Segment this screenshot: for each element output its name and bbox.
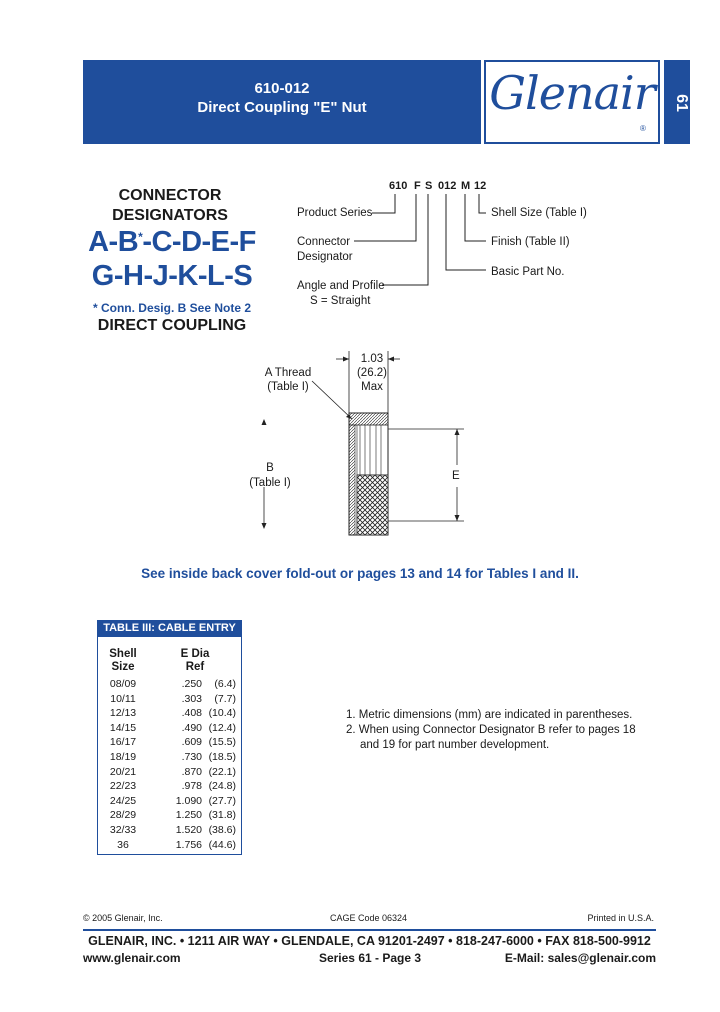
table-row [98, 707, 241, 722]
pn-code-basic: 012 [438, 180, 457, 192]
label-finish: Finish (Table II) [491, 236, 570, 248]
cell-inch: .490 [181, 721, 202, 734]
a-thread-line1: A Thread [264, 367, 312, 379]
label-angle-profile-1: Angle and Profile [297, 280, 385, 292]
pn-code-finish: M [461, 180, 471, 192]
length-inch: 1.03 [360, 353, 384, 365]
cell-inch: .408 [181, 707, 202, 720]
label-angle-profile-2: S = Straight [310, 295, 371, 307]
cell-size: 08/09 [109, 678, 137, 690]
website-link[interactable]: www.glenair.com [83, 951, 181, 965]
cell-mm: (6.4) [214, 678, 236, 690]
cell-size: 24/25 [109, 794, 137, 807]
cell-mm: (22.1) [208, 765, 236, 778]
page-number: Series 61 - Page 3 [318, 951, 422, 965]
footer-rule [83, 929, 656, 931]
cd-title-line2: DESIGNATORS [112, 207, 228, 224]
table-row [98, 780, 241, 795]
cell-mm: (15.5) [208, 736, 236, 749]
cell-inch: .978 [181, 780, 202, 793]
designator-note: * Conn. Desig. B See Note 2 [92, 301, 252, 315]
leader-shell-size [479, 194, 486, 213]
table-row [98, 751, 241, 766]
copyright: © 2005 Glenair, Inc. [83, 913, 163, 923]
company-address: GLENAIR, INC. • 1211 AIR WAY • GLENDALE, CA 91201-2497 • 818-247-6000 • FAX 818-500-9912 [88, 934, 651, 948]
table-row [98, 678, 241, 693]
cd-title-line1: CONNECTOR [118, 187, 222, 204]
cell-size: 20/21 [109, 765, 137, 778]
pn-code-series: 610 [389, 180, 408, 192]
cell-inch: 1.520 [175, 824, 202, 836]
length-mm: (26.2) [356, 367, 388, 379]
table-row [98, 809, 241, 824]
cell-inch: .870 [181, 765, 202, 778]
cell-size: 36 [117, 838, 129, 851]
designators-row-2: G-H-J-K-L-S [91, 260, 253, 292]
cell-mm: (7.7) [214, 692, 236, 705]
cell-size: 14/15 [109, 721, 137, 734]
cell-mm: (38.6) [208, 824, 236, 836]
col2-line2: Ref [185, 661, 205, 673]
cell-mm: (44.6) [208, 838, 236, 851]
leader-connector-designator [354, 194, 416, 241]
coupling-type: DIRECT COUPLING [97, 317, 247, 334]
cell-mm: (12.4) [208, 721, 236, 734]
section-tab-label: 61 [673, 94, 690, 112]
b-label-line2: (Table I) [249, 477, 291, 489]
note-2-line2: and 19 for part number development. [360, 739, 550, 751]
cell-inch: 1.090 [175, 794, 202, 807]
table-row [98, 736, 241, 751]
cell-mm: (31.8) [208, 809, 236, 822]
leader-finish [465, 194, 486, 241]
label-product-series: Product Series [297, 207, 373, 219]
a-thread-label [258, 366, 318, 394]
pn-code-designator: F [414, 180, 421, 192]
designators-row1-a: A-B [88, 226, 139, 258]
cage-code: CAGE Code 06324 [330, 913, 408, 923]
cell-mm: (10.4) [208, 707, 236, 720]
cell-size: 18/19 [109, 751, 137, 763]
pn-code-shell: 12 [474, 180, 487, 192]
cell-size: 22/23 [109, 780, 137, 793]
cell-mm: (24.8) [208, 780, 236, 793]
table-row [98, 722, 241, 737]
designator-asterisk: * [138, 230, 143, 244]
note-1: 1. Metric dimensions (mm) are indicated in parentheses. [346, 709, 633, 721]
cell-inch: .303 [181, 692, 202, 705]
designators-row1-b: -C-D-E-F [142, 226, 256, 258]
cell-inch: .250 [181, 678, 202, 690]
label-shell-size: Shell Size (Table I) [491, 207, 587, 219]
a-thread-line2: (Table I) [267, 381, 309, 393]
e-label: E [452, 470, 460, 482]
leader-product-series [372, 194, 395, 213]
table-row [98, 693, 241, 708]
cell-mm: (27.7) [208, 794, 236, 807]
col-header-shell-size [98, 648, 148, 674]
table-row [98, 839, 241, 854]
label-connector-designator-1: Connector [297, 236, 351, 248]
length-max: Max [361, 381, 383, 393]
tables-reference-note: See inside back cover fold-out or pages 13 and 14 for Tables I and II. [141, 566, 579, 581]
cell-size: 32/33 [109, 824, 137, 836]
length-dim-label [352, 352, 392, 394]
cell-inch: .730 [181, 751, 202, 763]
cell-mm: (18.5) [208, 751, 236, 763]
b-label-line1: B [266, 462, 274, 474]
leader-angle-profile [382, 194, 428, 285]
cell-size: 10/11 [110, 692, 136, 705]
table-row [98, 766, 241, 781]
cell-inch: 1.250 [175, 809, 202, 822]
cell-size: 12/13 [109, 707, 137, 720]
printed-in: Printed in U.S.A. [587, 913, 654, 923]
cell-inch: .609 [181, 736, 202, 749]
label-basic-part: Basic Part No. [491, 266, 565, 278]
registered-mark: ® [640, 124, 646, 133]
col2-line1: E Dia [180, 648, 210, 660]
col-header-e-dia [160, 648, 230, 674]
part-description: Direct Coupling "E" Nut [197, 99, 367, 116]
col1-line2: Size [111, 661, 135, 673]
email-link[interactable]: E-Mail: sales@glenair.com [504, 951, 656, 965]
table-row [98, 795, 241, 810]
pn-code-angle: S [425, 180, 433, 192]
cell-size: 28/29 [109, 809, 137, 822]
part-number-leader-lines [0, 0, 720, 360]
cell-size: 16/17 [109, 736, 137, 749]
part-number-title: 610-012 [254, 80, 310, 97]
note-2-line1: 2. When using Connector Designator B refer to pages 18 [346, 724, 636, 736]
glenair-logo: Glenair [489, 66, 655, 120]
table-row [98, 824, 241, 839]
col1-line1: Shell [109, 648, 137, 660]
label-connector-designator-2: Designator [297, 251, 353, 263]
table-title: TABLE III: CABLE ENTRY [97, 620, 242, 637]
b-label [240, 461, 300, 491]
leader-basic-part [446, 194, 486, 270]
cell-inch: 1.756 [175, 838, 202, 851]
